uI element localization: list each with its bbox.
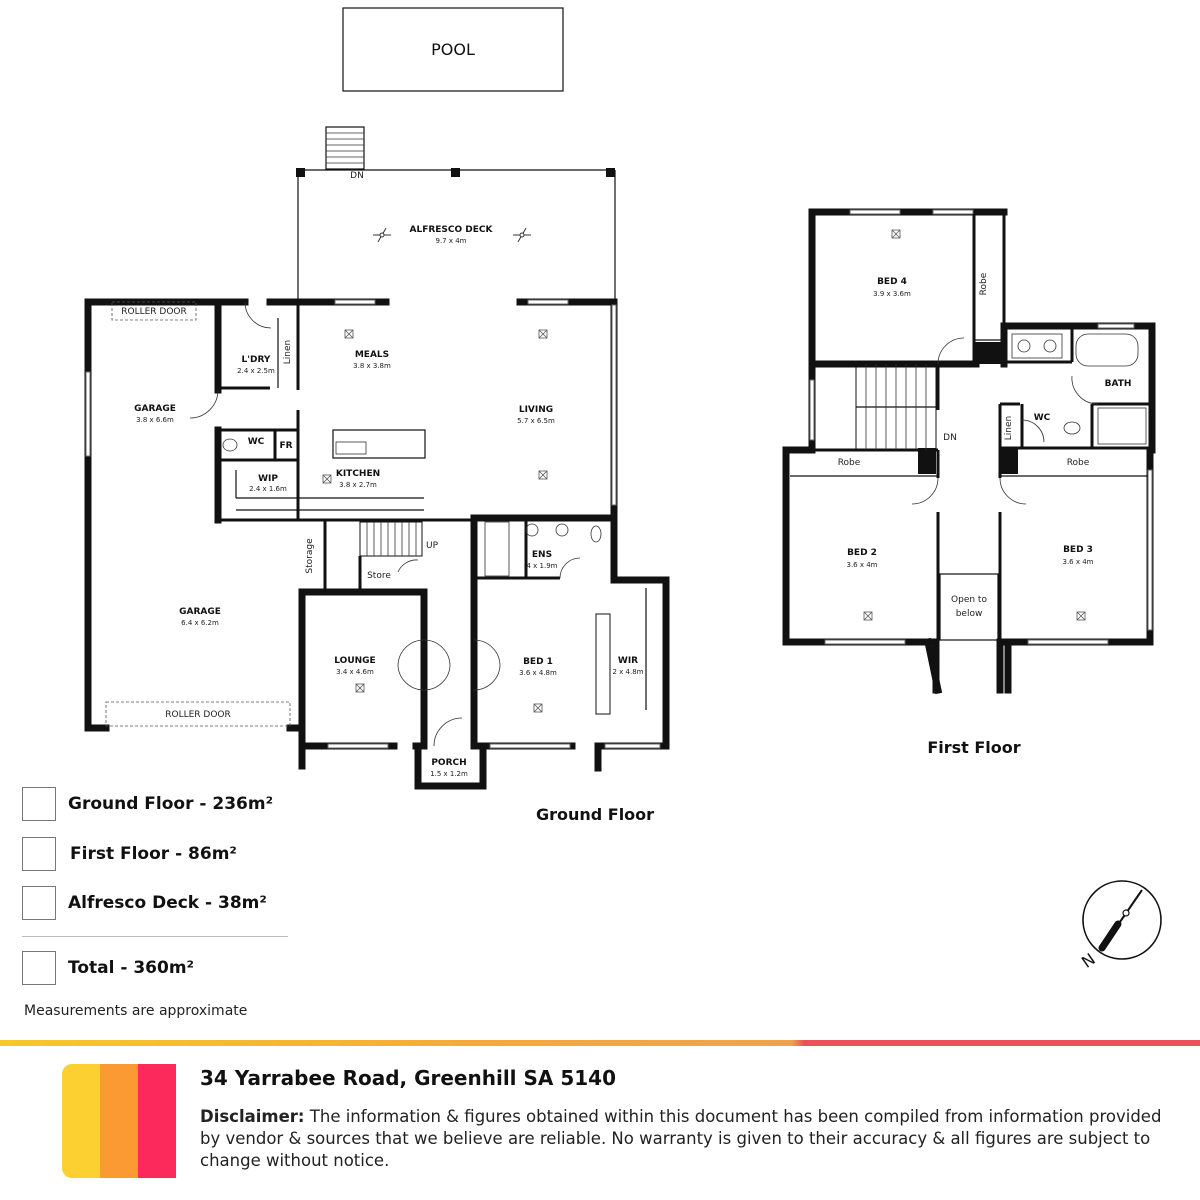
wc-name: WC <box>247 437 265 447</box>
legend-row-ground <box>22 787 273 821</box>
window <box>825 640 905 644</box>
ceiling-fan-icon <box>373 228 391 242</box>
double-door-swing <box>474 640 500 690</box>
door-swing <box>1022 420 1044 442</box>
legend-row-first <box>22 837 237 871</box>
garage-large-dims: 6.4 x 6.2m <box>181 619 219 627</box>
storage-label: Storage <box>305 538 315 574</box>
kitchen-dims: 3.8 x 2.7m <box>339 481 377 489</box>
wir-dims: 2 x 4.8m <box>612 668 644 676</box>
door-swing <box>1000 478 1026 504</box>
disclaimer <box>200 1106 1180 1172</box>
logo-stripe <box>100 1064 138 1178</box>
bed3-dims: 3.6 x 4m <box>1062 558 1094 566</box>
alfresco-name: ALFRESCO DECK <box>409 225 493 235</box>
property-address: 34 Yarrabee Road, Greenhill SA 5140 <box>200 1066 617 1090</box>
living-name: LIVING <box>518 405 554 415</box>
window <box>1028 640 1108 644</box>
deck-steps <box>326 127 364 169</box>
porch-name: PORCH <box>431 758 467 768</box>
bed4-robe-label: Robe <box>979 272 989 296</box>
ceiling-fan-icon <box>513 228 531 242</box>
toilet-icon <box>1064 422 1080 434</box>
window <box>1098 324 1134 328</box>
laundry-dims: 2.4 x 2.5m <box>237 367 275 375</box>
lounge-dims: 3.4 x 4.6m <box>336 668 374 676</box>
toilet-icon <box>591 526 601 542</box>
open-to-below-line2: below <box>955 609 983 619</box>
legend-label: Total - 360m² <box>68 958 194 978</box>
window <box>605 744 660 748</box>
store-label: Store <box>367 571 391 581</box>
toilet-icon <box>223 439 237 451</box>
first-dn-label: DN <box>943 433 957 443</box>
bed2-name: BED 2 <box>847 548 877 558</box>
porch-dims: 1.5 x 1.2m <box>430 770 468 778</box>
legend-row-total <box>22 951 194 985</box>
door-swing <box>1072 376 1098 404</box>
garage-large-name: GARAGE <box>179 607 221 617</box>
legend-label: First Floor - 86m² <box>70 844 237 864</box>
linen-label: Linen <box>283 339 293 365</box>
pool-label: POOL <box>431 40 475 59</box>
roller-door-top-label: ROLLER DOOR <box>121 307 187 317</box>
window <box>933 210 973 214</box>
legend-label: Alfresco Deck - 38m² <box>68 893 267 913</box>
door-swing <box>434 718 462 746</box>
door-swing <box>938 338 964 364</box>
legend-swatch <box>22 787 56 821</box>
basin-icon <box>526 524 538 536</box>
window <box>335 300 375 304</box>
fr-name: FR <box>279 441 293 451</box>
ens-name: ENS <box>531 550 553 560</box>
window <box>850 210 900 214</box>
window <box>810 380 814 440</box>
door-swing <box>912 478 938 504</box>
ground-up-label: UP <box>425 541 439 551</box>
bed1-name: BED 1 <box>523 657 553 667</box>
basin-icon <box>556 524 568 536</box>
bed3-name: BED 3 <box>1063 545 1093 555</box>
wip-dims: 2.4 x 1.6m <box>249 485 287 493</box>
window <box>528 300 568 304</box>
sink-icon <box>336 442 366 454</box>
vanity-icon <box>1012 334 1062 358</box>
bed2-dims: 3.6 x 4m <box>846 561 878 569</box>
wir-name: WIR <box>617 656 639 666</box>
bed3-robe-label: Robe <box>1066 458 1090 468</box>
compass-icon <box>1083 881 1161 959</box>
legend-row-alfresco <box>22 886 267 920</box>
lounge-name: LOUNGE <box>334 656 376 666</box>
window <box>1148 470 1152 630</box>
legend-divider <box>22 936 288 937</box>
footer-color-bar <box>0 1040 1200 1046</box>
deck-dn-label: DN <box>350 171 364 181</box>
window <box>328 744 388 748</box>
ground-stairs <box>360 522 422 592</box>
door-swing <box>190 390 218 418</box>
compass-north-letter: N <box>1077 949 1099 972</box>
window <box>86 372 90 456</box>
garage-small-name: GARAGE <box>134 404 176 414</box>
bathtub-icon <box>1076 334 1138 366</box>
bed2-robe-label: Robe <box>837 458 861 468</box>
logo-stripe <box>138 1064 176 1178</box>
bed4-name: BED 4 <box>877 277 907 287</box>
basin-icon <box>1018 340 1030 352</box>
wardrobe-rail <box>596 614 610 714</box>
door-swing <box>245 302 271 328</box>
window <box>490 744 570 748</box>
door-swing <box>398 560 418 572</box>
kitchen-name: KITCHEN <box>335 469 381 479</box>
ground-floor-title: Ground Floor <box>535 805 655 824</box>
bed4-dims: 3.9 x 3.6m <box>873 290 911 298</box>
laundry-name: L'DRY <box>241 355 271 365</box>
alfresco-dims: 9.7 x 4m <box>435 237 467 245</box>
wip-name: WIP <box>258 474 278 484</box>
door-swing <box>560 558 580 578</box>
logo-stripe <box>62 1064 100 1178</box>
bed1-dims: 3.6 x 4.8m <box>519 669 557 677</box>
first-wc-name: WC <box>1033 413 1051 423</box>
measurement-note: Measurements are approximate <box>24 1003 248 1019</box>
garage-small-dims: 3.8 x 6.6m <box>136 416 174 424</box>
disclaimer-text: The information & figures obtained within this document has been compiled from information provided by vendor & sources that we believe are reliable. No warranty is given to their accuracy & all figures are subject to change without notice. <box>200 1107 1162 1170</box>
first-floor-title: First Floor <box>927 738 1021 757</box>
legend-swatch <box>22 951 56 985</box>
basin-icon <box>1044 340 1056 352</box>
meals-name: MEALS <box>354 350 390 360</box>
open-to-below-line1: Open to <box>951 595 987 605</box>
meals-dims: 3.8 x 3.8m <box>353 362 391 370</box>
shower-icon <box>485 522 509 576</box>
bath-name: BATH <box>1104 379 1132 389</box>
living-dims: 5.7 x 6.5m <box>517 417 555 425</box>
first-linen-label: Linen <box>1004 415 1014 441</box>
shower-icon <box>1098 408 1146 444</box>
roller-door-bottom-label: ROLLER DOOR <box>165 710 231 720</box>
legend-label: Ground Floor - 236m² <box>68 794 274 814</box>
disclaimer-label: Disclaimer: <box>200 1107 305 1126</box>
first-floor-stairs <box>856 364 936 450</box>
agency-logo <box>62 1064 176 1178</box>
legend-swatch <box>22 837 56 871</box>
window <box>612 305 616 505</box>
ens-dims: 4 x 1.9m <box>526 562 558 570</box>
legend-swatch <box>22 886 56 920</box>
